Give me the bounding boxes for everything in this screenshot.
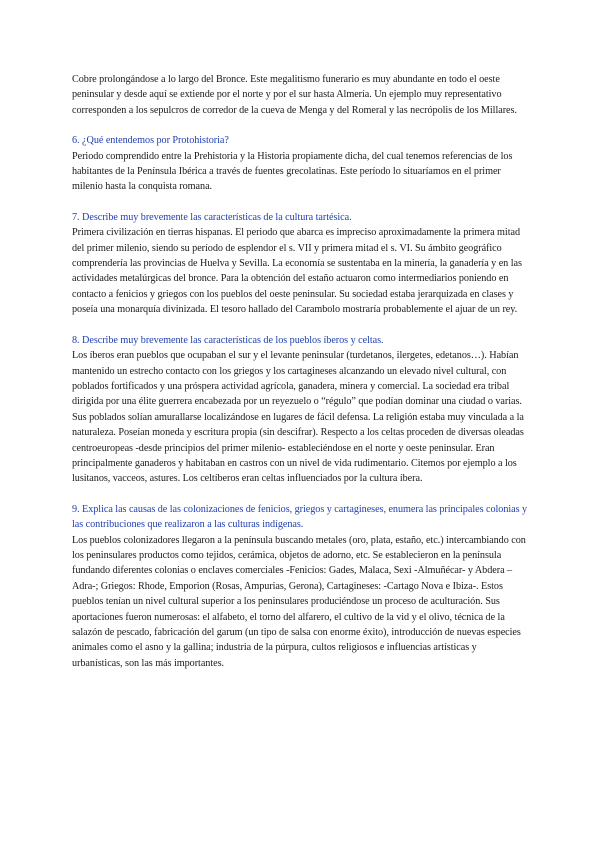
question-6-title: 6. ¿Qué entendemos por Protohistoria? xyxy=(72,135,229,147)
question-6-answer: Periodo comprendido entre la Prehistoria y la Historia propiamente dicha, del cual tenemos referencias de los habitantes de la Península Ibérica a través de fuentes grecolatinas. Este período lo situaríamos en el primer milenio hasta la conquista romana. xyxy=(72,150,513,193)
spacer xyxy=(72,318,528,333)
spacer xyxy=(72,195,528,210)
question-7-title: 7. Describe muy brevemente las características de la cultura tartésica. xyxy=(72,211,352,223)
question-9-title: 9. Explica las causas de las colonizaciones de fenicios, griegos y cartagineses, enumera las principales colonias y las contribuciones que realizaron a las culturas indígenas. xyxy=(72,503,528,531)
intro-paragraph: Cobre prolongándose a lo largo del Bronce. Este megalitismo funerario es muy abundante en todo el oeste peninsular y desde aquí se extiende por el norte y por el sur hasta Almería. Un ejemplo muy representativo corresponden a los sepulcros de corredor de la cueva de Menga y del Romeral y las necrópolis de los Millares. xyxy=(72,74,517,116)
question-7-answer: Primera civilización en tierras hispanas. El periodo que abarca es impreciso aproximadamente la primera mitad del primer milenio, siendo su período de esplendor el s. VII y primera mitad el s. VI. Su ámbito geográfico comprendería las provincias de Huelva y Sevilla. La economía se sustentaba en la minería, la ganadería y en las actividades metalúrgicas del bronce. Para la obtención del estaño actuaron como intermediarios poniendo en contacto a fenicios y griegos con los pueblos del oeste peninsular. Su sociedad estaba jerarquizada en clases y poseía una monarquía divinizada. El tesoro hallado del Carambolo mostraría probablemente el ajuar de un rey. xyxy=(72,227,522,316)
spacer xyxy=(72,118,528,133)
question-8-answer: Los íberos eran pueblos que ocupaban el sur y el levante peninsular (turdetanos, ilergetes, edetanos…). Habían mantenido un estrecho contacto con los griegos y los cartagineses alcanzando un elevado nivel cultural, con poblados fortificados y una próspera actividad agrícola, ganadera, minera y comercial. La sociedad era tribal dirigida por una élite guerrera encabezada por un reyezuelo o “régulo” que podían dominar una ciudad o varias. Sus poblados solían amurallarse localizándose en lugares de fácil defensa. La religión estaba muy vinculada a la naturaleza. Poseían moneda y escritura propia (sin descifrar). Respecto a los celtas proceden de diversas oleadas centroeuropeas -desde principios del primer milenio- estableciéndose en el norte y oeste peninsular. Eran principalmente ganaderos y habitaban en castros con un nivel de vida rudimentario. Citemos por ejemplo a los lusitanos, vacceos, astures. Los celtíberos eran celtas influenciados por la cultura íbera. xyxy=(72,350,524,485)
question-9-answer: Los pueblos colonizadores llegaron a la península buscando metales (oro, plata, estaño, etc.) intercambiando con los peninsulares productos como tejidos, cerámica, objetos de adorno, etc. Se establecieron en la península fundando diferentes colonias o enclaves comerciales -Fenicios: Gades, Malaca, Sexi -Almuñécar- y Abdera –Adra-; Griegos: Rhode, Emporion (Rosas, Ampurias, Gerona), Cartagineses: -Cartago Nova e Ibiza-. Estos pueblos tenían un nivel cultural superior a los peninsulares produciéndose un proceso de aculturación. Sus aportaciones fueron numerosas: el alfabeto, el torno del alfarero, el cultivo de la vid y el olivo, técnica de la salazón de pescado, fabricación del garum (un tipo de salsa con enorme éxito), introducción de nuevas especies animales como el asno y la gallina; industria de la púrpura, cultos religiosos e influencias artísticas y urbanísticas, son las más importantes. xyxy=(72,534,526,669)
document-page xyxy=(72,72,528,671)
question-8-title: 8. Describe muy brevemente las características de los pueblos íberos y celtas. xyxy=(72,334,384,346)
spacer xyxy=(72,487,528,502)
